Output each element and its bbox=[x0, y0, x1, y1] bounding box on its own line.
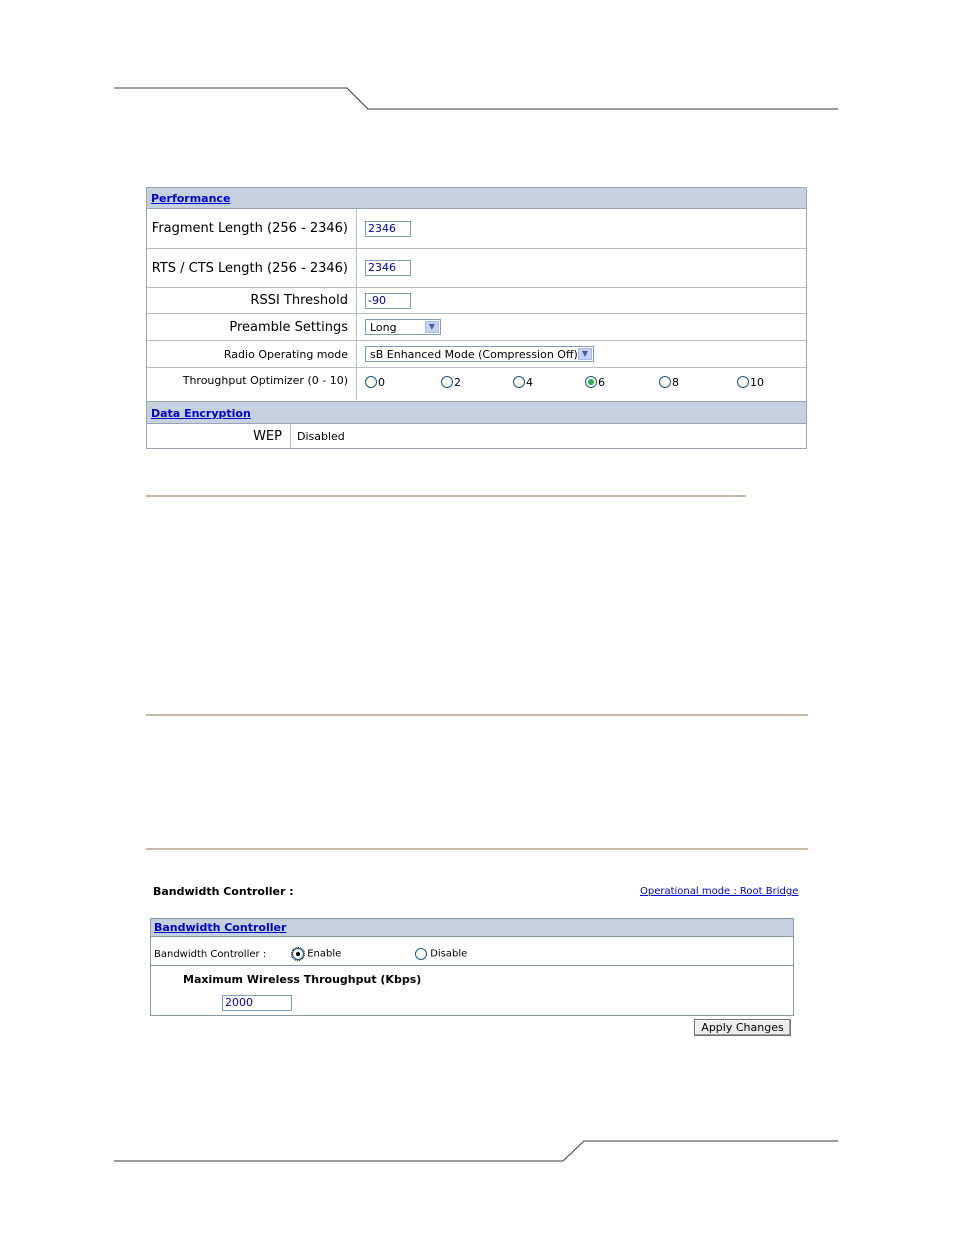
rts-cts-length-input[interactable]: 2346 bbox=[365, 260, 411, 276]
throughput-option-4[interactable]: 4 bbox=[513, 375, 533, 389]
disable-option[interactable] bbox=[415, 948, 467, 960]
rssi-threshold-row bbox=[147, 288, 806, 314]
radio-mode-label: Radio Operating mode bbox=[147, 341, 357, 367]
disable-label: Disable bbox=[430, 948, 468, 960]
wep-label: WEP bbox=[147, 424, 291, 448]
throughput-option-8[interactable]: 8 bbox=[659, 375, 679, 389]
fragment-length-input[interactable]: 2346 bbox=[365, 221, 411, 237]
radio-selected-icon[interactable] bbox=[292, 948, 304, 960]
rts-cts-length-row bbox=[147, 249, 806, 288]
radio-icon[interactable] bbox=[415, 948, 427, 960]
bandwidth-controller-row bbox=[151, 937, 793, 966]
wep-row bbox=[147, 424, 806, 448]
throughput-option-10[interactable]: 10 bbox=[737, 375, 764, 389]
max-throughput-input[interactable]: 2000 bbox=[222, 995, 292, 1011]
radio-icon[interactable] bbox=[659, 376, 671, 388]
throughput-optimizer-label: Throughput Optimizer (0 - 10) bbox=[147, 368, 357, 400]
radio-icon[interactable] bbox=[365, 376, 377, 388]
wep-value: Disabled bbox=[297, 429, 345, 443]
performance-link[interactable]: Performance bbox=[151, 192, 231, 205]
radio-icon[interactable] bbox=[737, 376, 749, 388]
divider bbox=[146, 848, 808, 850]
data-encryption-link[interactable]: Data Encryption bbox=[151, 407, 251, 420]
radio-mode-selected-value: sB Enhanced Mode (Compression Off) bbox=[370, 348, 578, 361]
preamble-select[interactable] bbox=[365, 319, 441, 335]
throughput-option-6[interactable]: 6 bbox=[585, 375, 605, 389]
preamble-selected-value: Long bbox=[370, 321, 397, 334]
fragment-length-label: Fragment Length (256 - 2346) bbox=[147, 209, 357, 248]
rssi-threshold-label: RSSI Threshold bbox=[147, 288, 357, 313]
radio-mode-row bbox=[147, 341, 806, 368]
throughput-option-2[interactable]: 2 bbox=[441, 375, 461, 389]
max-throughput-label: Maximum Wireless Throughput (Kbps) bbox=[183, 973, 422, 986]
bandwidth-controller-link[interactable]: Bandwidth Controller bbox=[154, 921, 287, 934]
throughput-option-0[interactable]: 0 bbox=[365, 375, 385, 389]
radio-icon[interactable] bbox=[513, 376, 525, 388]
rts-cts-length-label: RTS / CTS Length (256 - 2346) bbox=[147, 249, 357, 287]
bandwidth-panel bbox=[150, 918, 794, 1016]
rssi-threshold-input[interactable]: -90 bbox=[365, 293, 411, 309]
radio-icon[interactable] bbox=[441, 376, 453, 388]
preamble-row bbox=[147, 314, 806, 341]
enable-label: Enable bbox=[307, 948, 342, 960]
apply-changes-button[interactable]: Apply Changes bbox=[694, 1019, 791, 1036]
chevron-down-icon[interactable]: ▼ bbox=[425, 321, 439, 333]
radio-selected-icon[interactable] bbox=[585, 376, 597, 388]
data-encryption-header bbox=[147, 401, 806, 424]
divider bbox=[146, 714, 808, 716]
fragment-length-row bbox=[147, 209, 806, 249]
enable-option[interactable] bbox=[292, 948, 341, 960]
performance-header bbox=[147, 188, 806, 209]
bandwidth-controller-label: Bandwidth Controller : bbox=[154, 949, 267, 960]
divider bbox=[146, 495, 746, 497]
chevron-down-icon[interactable]: ▼ bbox=[578, 348, 592, 360]
performance-panel bbox=[146, 187, 807, 449]
bandwidth-title: Bandwidth Controller : bbox=[153, 885, 294, 898]
operational-mode-link[interactable]: Operational mode : Root Bridge bbox=[640, 886, 799, 897]
throughput-optimizer-row bbox=[147, 368, 806, 400]
bandwidth-header bbox=[151, 919, 793, 937]
preamble-label: Preamble Settings bbox=[147, 314, 357, 340]
radio-mode-select[interactable] bbox=[365, 346, 594, 362]
